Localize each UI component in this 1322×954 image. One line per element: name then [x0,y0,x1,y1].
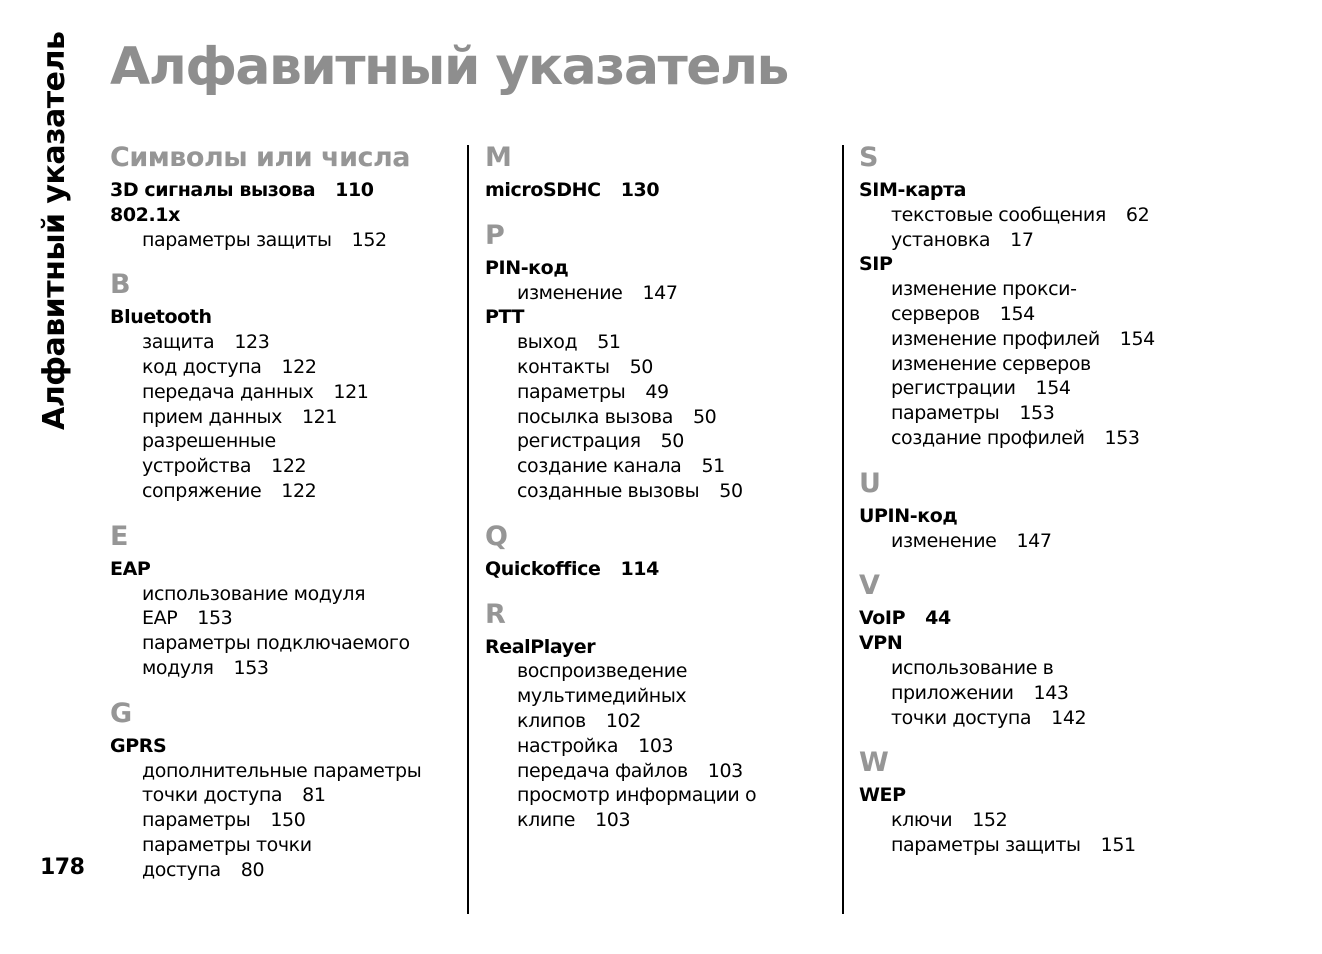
section-letter-heading: Q [485,520,508,552]
entry-text: просмотр информации о [517,784,757,807]
page-reference: 151 [1100,833,1136,856]
index-subentry [859,352,1209,377]
index-subentry [859,833,1209,858]
page-reference: 153 [197,607,233,630]
page-reference: 122 [281,355,317,378]
page-reference: 51 [701,455,725,478]
entry-text: microSDHC [485,179,601,201]
index-entry [485,256,835,281]
entry-text: защита [142,331,215,354]
section-letter-heading: E [110,520,128,552]
entry-text: регистрация [517,430,641,453]
index-subentry [110,454,460,479]
entry-text: клипов [517,709,586,732]
entry-text: GPRS [110,734,167,757]
index-entry [110,203,460,228]
index-section [110,140,460,252]
section-letter-heading: V [859,570,880,602]
index-subentry [110,783,460,808]
side-title: Алфавитный указатель [37,31,72,430]
entry-text: разрешенные [142,430,276,453]
index-subentry [485,281,835,306]
entry-text: устройства [142,455,252,478]
entry-text: изменение [891,529,997,552]
page-title: Алфавитный указатель [110,37,788,97]
page-reference: 121 [333,380,369,403]
page-reference: 50 [692,405,717,428]
entry-text: посылка вызова [517,405,673,428]
index-column-2 [485,140,835,833]
index-subentry [110,380,460,405]
page-reference: 103 [638,734,674,757]
page-reference: 153 [233,656,269,679]
section-letter-heading: B [110,269,131,301]
index-entry [859,631,1209,656]
section-letter-heading: Символы или числа [110,142,410,173]
page-reference: 153 [1019,402,1055,425]
entry-text: использование модуля [142,582,366,605]
index-subentry [859,426,1209,451]
page-reference: 122 [281,479,317,502]
section-letter-heading: S [859,142,878,173]
page-reference: 17 [1010,228,1034,251]
section-letter-heading: U [859,467,881,499]
index-subentry [859,228,1209,253]
index-subentry [485,380,835,405]
index-subentry [485,783,835,808]
entry-text: дополнительные параметры [142,759,422,782]
entry-text: параметры защиты [891,833,1081,856]
page-reference: 44 [925,607,951,630]
index-entry [859,252,1209,277]
page-reference: 147 [1016,529,1052,552]
entry-text: передача файлов [517,759,688,782]
index-subentry [859,277,1209,302]
page-reference: 154 [1119,327,1155,350]
index-subentry [485,454,835,479]
index-subentry [859,401,1209,426]
index-subentry [859,808,1209,833]
entry-text: доступа [142,858,221,881]
page-reference: 152 [972,809,1008,832]
index-subentry [485,429,835,454]
entry-text: настройка [517,734,619,757]
index-entry [110,557,460,582]
entry-text: PIN-код [485,256,569,279]
index-subentry [110,833,460,858]
entry-text: модуля [142,656,214,679]
entry-text: Bluetooth [110,306,212,329]
index-section [485,597,835,833]
page-reference: 147 [642,281,678,304]
page-reference: 114 [620,557,659,580]
index-entry [859,504,1209,529]
index-section [859,466,1209,554]
index-subentry [110,405,460,430]
index-subentry [110,355,460,380]
index-subentry [859,302,1209,327]
index-entry [859,178,1209,203]
index-section [485,140,835,203]
index-subentry [859,327,1209,352]
index-subentry [859,681,1209,706]
index-subentry [859,706,1209,731]
entry-text: параметры [891,402,1000,425]
entry-text: текстовые сообщения [891,203,1106,226]
entry-text: EAP [142,607,178,630]
index-subentry [485,808,835,833]
section-letter-heading: W [859,747,889,779]
entry-text: мультимедийных [517,685,687,708]
column-divider [467,145,469,914]
entry-text: 3D сигналы вызова [110,179,316,201]
page-reference: 62 [1125,203,1150,226]
index-entry [859,783,1209,808]
entry-text: VPN [859,632,903,655]
entry-text: созданные вызовы [517,479,700,502]
entry-text: выход [517,331,578,354]
page-reference: 81 [302,784,326,807]
page-reference: 142 [1051,706,1087,729]
index-subentry [110,606,460,631]
entry-text: параметры точки [142,833,312,856]
index-entry [485,557,835,582]
page-reference: 123 [234,331,270,354]
index-subentry [110,631,460,656]
page-number: 178 [40,855,85,880]
entry-text: создание профилей [891,426,1085,449]
index-entry [485,178,835,203]
entry-text: создание канала [517,455,682,478]
index-entry [110,305,460,330]
page-reference: 50 [629,355,653,378]
entry-text: параметры подключаемого [142,632,410,655]
index-entry [110,734,460,759]
entry-text: регистрации [891,377,1016,400]
entry-text: передача данных [142,380,314,403]
index-subentry [485,709,835,734]
entry-text: параметры [142,809,251,832]
index-subentry [110,429,460,454]
entry-text: установка [891,228,991,251]
entry-text: Quickoffice [485,557,601,580]
page-reference: 143 [1033,681,1069,704]
entry-text: изменение прокси- [891,278,1077,301]
entry-text: VoIP [859,607,906,630]
page-reference: 103 [707,759,743,782]
entry-text: параметры [517,380,626,403]
index-subentry [485,759,835,784]
entry-text: изменение [517,281,623,304]
page-reference: 130 [620,179,660,201]
entry-text: WEP [859,784,906,807]
entry-text: изменение серверов [891,352,1091,375]
index-subentry [110,656,460,681]
entry-text: 802.1x [110,203,180,226]
entry-text: UPIN-код [859,504,958,527]
page-reference: 153 [1104,426,1140,449]
index-subentry [485,330,835,355]
index-subentry [110,479,460,504]
index-section [859,568,1209,730]
index-subentry [485,734,835,759]
index-subentry [110,330,460,355]
index-column-1 [110,140,460,883]
page-reference: 51 [597,331,621,354]
page-reference: 154 [999,302,1035,325]
entry-text: SIM-карта [859,179,967,201]
index-entry [485,305,835,330]
index-entry [859,606,1209,631]
index-subentry [485,659,835,684]
entry-text: код доступа [142,355,262,378]
section-letter-heading: G [110,697,132,729]
entry-text: точки доступа [142,784,283,807]
entry-text: EAP [110,557,151,580]
section-letter-heading: P [485,219,505,251]
entry-text: использование в [891,656,1054,679]
index-subentry [485,355,835,380]
index-section [110,519,460,681]
index-subentry [485,684,835,709]
entry-text: параметры защиты [142,228,332,251]
index-section [859,140,1209,451]
index-entry [485,635,835,660]
index-subentry [110,759,460,784]
index-subentry [485,405,835,430]
section-letter-heading: R [485,598,506,630]
entry-text: сопряжение [142,479,262,502]
index-subentry [859,203,1209,228]
index-section [110,696,460,883]
index-section [485,218,835,504]
entry-text: RealPlayer [485,635,596,658]
entry-text: PTT [485,306,525,329]
page-reference: 50 [660,430,684,453]
index-section [485,519,835,582]
index-subentry [110,228,460,253]
index-subentry [859,376,1209,401]
page-reference: 122 [271,455,307,478]
entry-text: SIP [859,253,893,276]
index-section [110,267,460,503]
page-reference: 50 [719,479,743,502]
section-letter-heading: M [485,142,512,173]
page-reference: 80 [240,858,265,881]
entry-text: воспроизведение [517,660,688,683]
page-reference: 150 [270,809,306,832]
index-subentry [110,582,460,607]
index-subentry [485,479,835,504]
index-subentry [859,529,1209,554]
index-section [859,745,1209,857]
entry-text: ключи [891,809,953,832]
page-reference: 121 [301,405,338,428]
page-reference: 49 [645,380,669,403]
entry-text: точки доступа [891,706,1032,729]
entry-text: серверов [891,302,980,325]
index-subentry [110,808,460,833]
entry-text: контакты [517,355,610,378]
index-entry [110,178,460,203]
index-column-3 [859,140,1209,858]
page-reference: 154 [1035,377,1071,400]
page-reference: 152 [351,228,387,251]
page-reference: 110 [335,179,374,201]
index-subentry [110,858,460,883]
column-divider [842,145,844,914]
page-reference: 103 [595,809,631,832]
entry-text: приложении [891,681,1014,704]
index-subentry [859,656,1209,681]
entry-text: прием данных [142,405,282,428]
page-reference: 102 [605,709,641,732]
entry-text: клипе [517,809,576,832]
entry-text: изменение профилей [891,327,1100,350]
